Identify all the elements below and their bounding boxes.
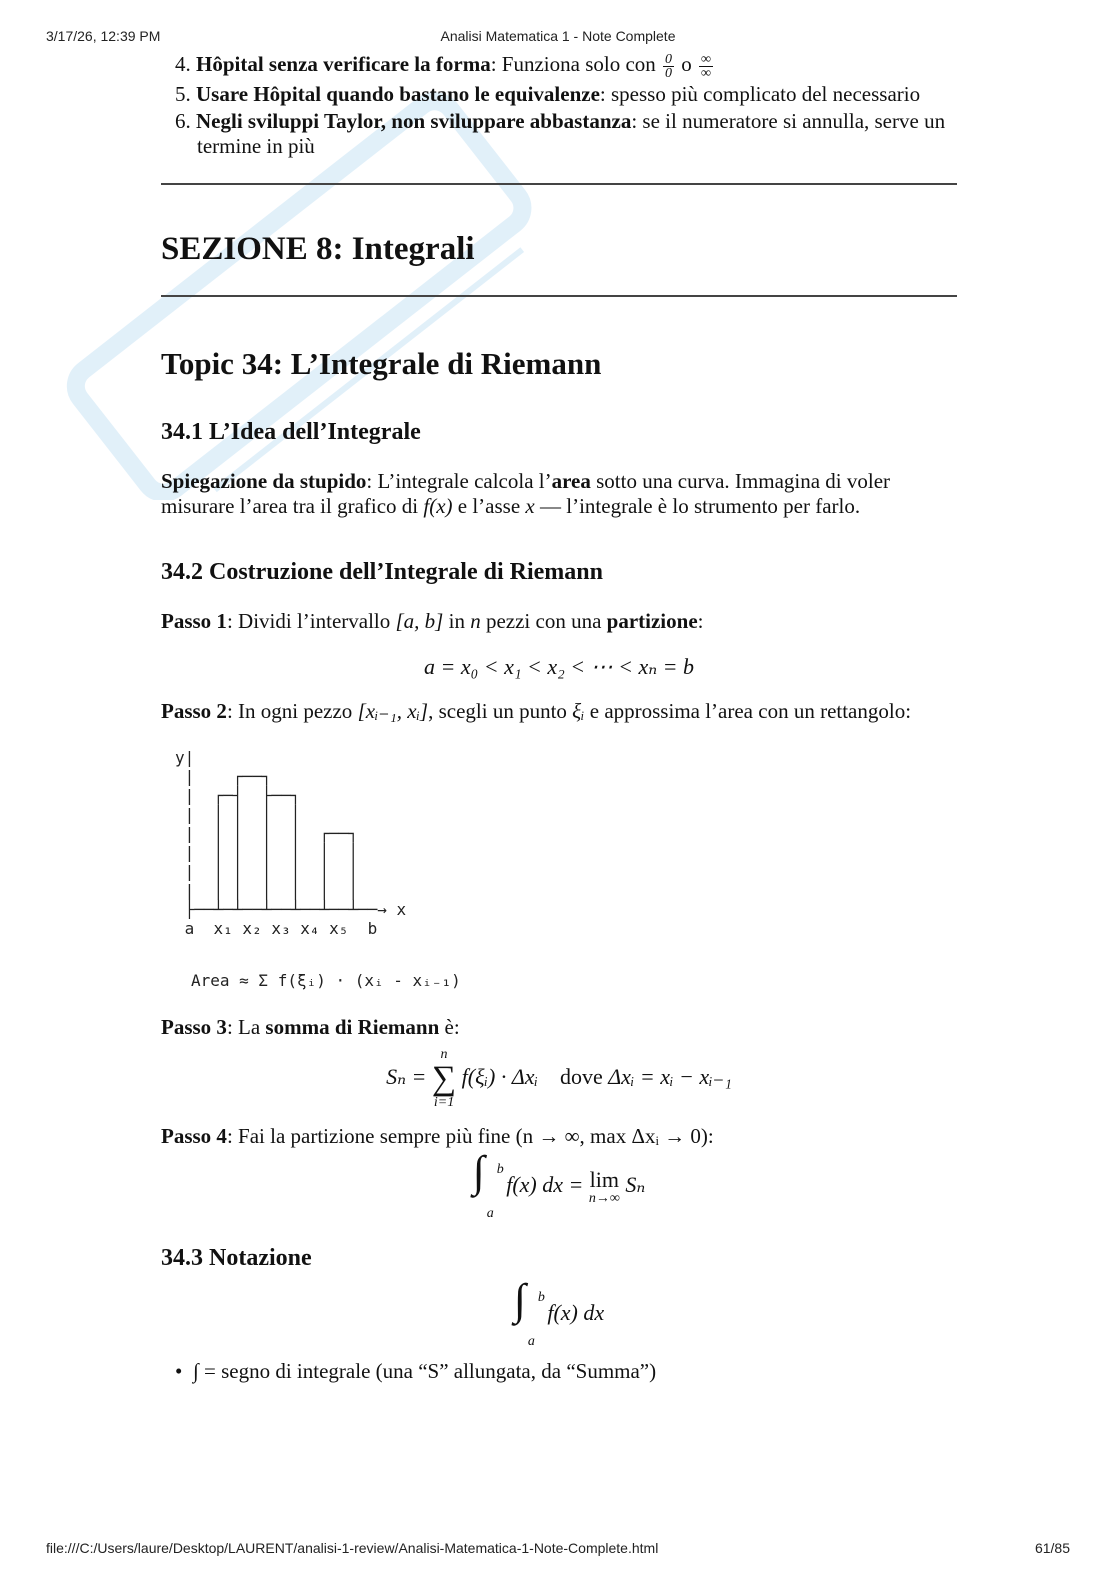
mistakes-list — [161, 52, 957, 159]
bullet-icon: • — [175, 1358, 183, 1383]
list-number: 6. — [175, 108, 191, 133]
limit-rhs: Sₙ — [625, 1171, 646, 1197]
list-item-bold: Usare Hôpital quando bastano le equivalenze — [196, 81, 600, 106]
sum-lhs: Sₙ = — [386, 1063, 427, 1089]
partition-formula: a = x₀ < x₁ < x₂ < ⋯ < xₙ = b — [424, 653, 694, 679]
math-interval: [a, b] — [395, 608, 444, 633]
math-fx: f(x) — [423, 493, 453, 518]
list-item — [175, 82, 957, 107]
area-approx-formula: Area ≈ Σ f(ξᵢ) · (xᵢ - xᵢ₋₁) — [191, 970, 461, 990]
paragraph-step-3: Passo 3: La somma di Riemann è: — [161, 1014, 460, 1039]
topic-title: Topic 34: L’Integrale di Riemann — [161, 345, 602, 381]
bold-riemann-sum: somma di Riemann — [265, 1014, 440, 1039]
integral-operator: ∫ b a — [472, 1146, 504, 1221]
summation-operator: n ∑ i=1 — [431, 1046, 457, 1110]
list-item-bold: Negli sviluppi Taylor, non sviluppare abbastanza — [196, 108, 632, 133]
integral-notation — [161, 1274, 957, 1349]
list-number: 5. — [175, 81, 191, 106]
bold-partition: partizione — [606, 608, 698, 633]
list-item-bold: Hôpital senza verificare la forma — [196, 52, 491, 76]
math-n: n — [470, 608, 481, 633]
subsection-title-34-3: 34.3 Notazione — [161, 1244, 312, 1271]
integral-body: f(x) dx = — [506, 1171, 584, 1197]
list-item — [175, 109, 957, 159]
paragraph-step-2: Passo 2: In ogni pezzo [xᵢ₋₁, xᵢ], scegli un punto ξᵢ e approssima l’area con un rettangolo: — [161, 698, 912, 723]
math-integral-sign: ∫ — [193, 1358, 199, 1383]
list-item — [175, 52, 957, 80]
step-label: Passo 4 — [161, 1123, 227, 1148]
print-footer — [0, 1540, 1116, 1560]
list-item: • ∫ = segno di integrale (una “S” allungata, da “Summa”) — [175, 1358, 657, 1383]
step-label: Passo 2 — [161, 698, 227, 723]
list-item-text: : se il numeratore si annulla, serve un termine in più — [197, 108, 946, 158]
riemann-sum-formula — [161, 1048, 957, 1110]
sum-delta: Δxᵢ = xᵢ − xᵢ₋₁ — [608, 1063, 732, 1089]
sum-body: f(ξᵢ) · Δxᵢ — [461, 1063, 538, 1089]
fraction-zero-over-zero: $\frac{0}{0}$ — [665, 51, 673, 81]
list-item-text: : Funziona solo con — [490, 52, 656, 76]
print-file-path: file:///C:/Users/laure/Desktop/LAURENT/analisi-1-review/Analisi-Matematica-1-Note-Complete.html — [46, 1540, 659, 1556]
print-page-number: 61/85 — [1034, 1540, 1070, 1556]
document-content — [161, 52, 957, 1384]
divider — [161, 295, 957, 297]
math-subinterval: [xᵢ₋₁, xᵢ] — [357, 698, 429, 723]
divider — [161, 183, 957, 185]
paragraph-idea: Spiegazione da stupido: L’integrale calcola l’area sotto una curva. Immagina di voler misurare l’area tra il grafico di f(x) e l’asse x — l’integrale è lo strumento per farlo. — [161, 468, 891, 518]
riemann-ascii-diagram: y| | ┌──┐ | ┌─┤ ├──┐ | │ │ │ │ | │ │ │ │ ┌──┐ | │ │ │ │ │ │ | │ │ │ │ │ │ | │ │ │ │ │ │ ├──┴─┴──┴──┴──┴──┴──→ x a x₁ x₂ x₃ x₄ x₅ b — [175, 747, 407, 938]
step-label: Passo 1 — [161, 608, 227, 633]
integral-operator: ∫ b a — [513, 1274, 545, 1349]
subsection-title-34-2: 34.2 Costruzione dell’Integrale di Riemann — [161, 558, 603, 585]
sum-where: dove — [559, 1063, 603, 1089]
limit-operator: lim n→∞ — [588, 1166, 620, 1206]
definite-integral-limit — [161, 1146, 957, 1221]
subsection-title-34-1: 34.1 L’Idea dell’Integrale — [161, 418, 421, 445]
list-item-or: o — [681, 52, 692, 76]
step-label: Passo 3 — [161, 1014, 227, 1039]
bold-lead: Spiegazione da stupido — [161, 468, 367, 493]
math-xi: ξᵢ — [572, 698, 585, 723]
fraction-inf-over-inf: $\frac{\infty}{\infty}$ — [701, 51, 712, 81]
print-datetime: 3/17/26, 12:39 PM — [46, 28, 161, 44]
section-title: SEZIONE 8: Integrali — [161, 230, 475, 267]
list-item-text: : spesso più complicato del necessario — [599, 81, 921, 106]
math-x: x — [525, 493, 535, 518]
integral-body: f(x) dx — [547, 1299, 605, 1325]
paragraph-step-4: Passo 4: Fai la partizione sempre più fine (n → ∞, max Δxᵢ → 0): — [161, 1123, 714, 1148]
print-title: Analisi Matematica 1 - Note Complete — [440, 28, 676, 44]
bold-area: area — [551, 468, 591, 493]
list-number: 4. — [175, 52, 191, 76]
paragraph-step-1: Passo 1: Dividi l’intervallo [a, b] in n pezzi con una partizione: — [161, 608, 704, 633]
print-header — [0, 28, 1116, 48]
